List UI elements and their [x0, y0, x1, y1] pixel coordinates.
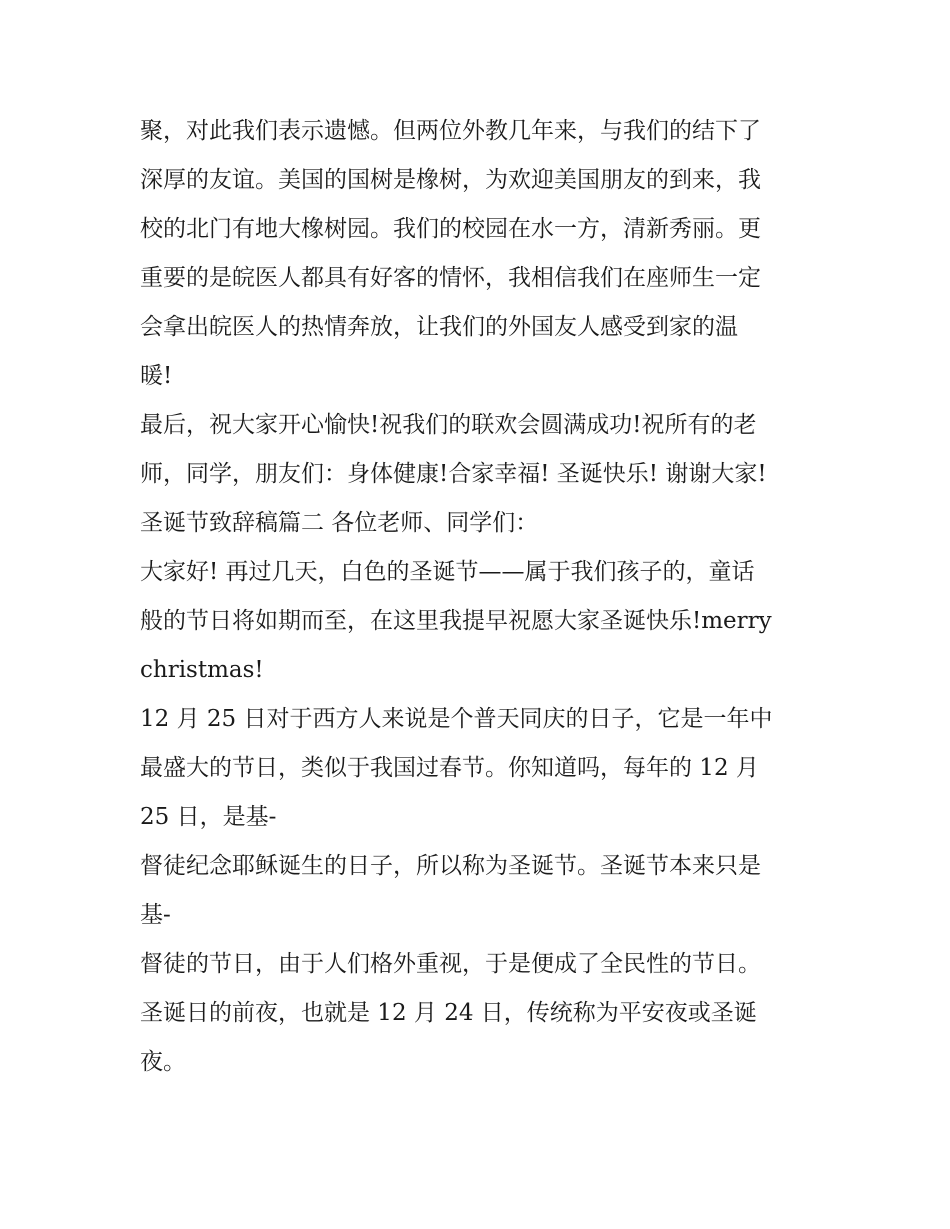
text-line: 大家好! 再过几天，白色的圣诞节——属于我们孩子的，童话 [140, 559, 755, 585]
text-line: 最盛大的节日，类似于我国过春节。你知道吗，每年的 12 月 [140, 755, 759, 781]
text-line: 基- [140, 902, 171, 928]
text-line: christmas! [140, 657, 264, 683]
text-line: 25 日，是基- [140, 804, 277, 830]
text-line: 督徒纪念耶稣诞生的日子，所以称为圣诞节。圣诞节本来只是 [140, 853, 761, 879]
text-line: 般的节日将如期而至，在这里我提早祝愿大家圣诞快乐!merry [140, 608, 772, 634]
text-line: 深厚的友谊。美国的国树是橡树，为欢迎美国朋友的到来，我 [140, 167, 761, 193]
text-line: 聚，对此我们表示遗憾。但两位外教几年来，与我们的结下了 [140, 118, 761, 144]
text-line: 重要的是皖医人都具有好客的情怀，我相信我们在座师生一定 [140, 265, 761, 291]
text-line: 圣诞日的前夜，也就是 12 月 24 日，传统称为平安夜或圣诞 [140, 1000, 757, 1026]
text-line: 最后，祝大家开心愉快!祝我们的联欢会圆满成功!祝所有的老 [140, 412, 757, 438]
text-line: 夜。 [140, 1049, 186, 1075]
text-line: 暖! [140, 363, 173, 389]
section-heading: 圣诞节致辞稿篇二 各位老师、同学们： [140, 510, 539, 536]
text-line: 校的北门有地大橡树园。我们的校园在水一方，清新秀丽。更 [140, 216, 761, 242]
document-body [140, 107, 830, 1087]
text-line: 督徒的节日，由于人们格外重视，于是便成了全民性的节日。 [140, 951, 761, 977]
text-line: 会拿出皖医人的热情奔放，让我们的外国友人感受到家的温 [140, 314, 738, 340]
text-line: 师，同学，朋友们：身体健康!合家幸福! 圣诞快乐! 谢谢大家! [140, 461, 767, 487]
text-line: 12 月 25 日对于西方人来说是个普天同庆的日子，它是一年中 [140, 706, 773, 732]
